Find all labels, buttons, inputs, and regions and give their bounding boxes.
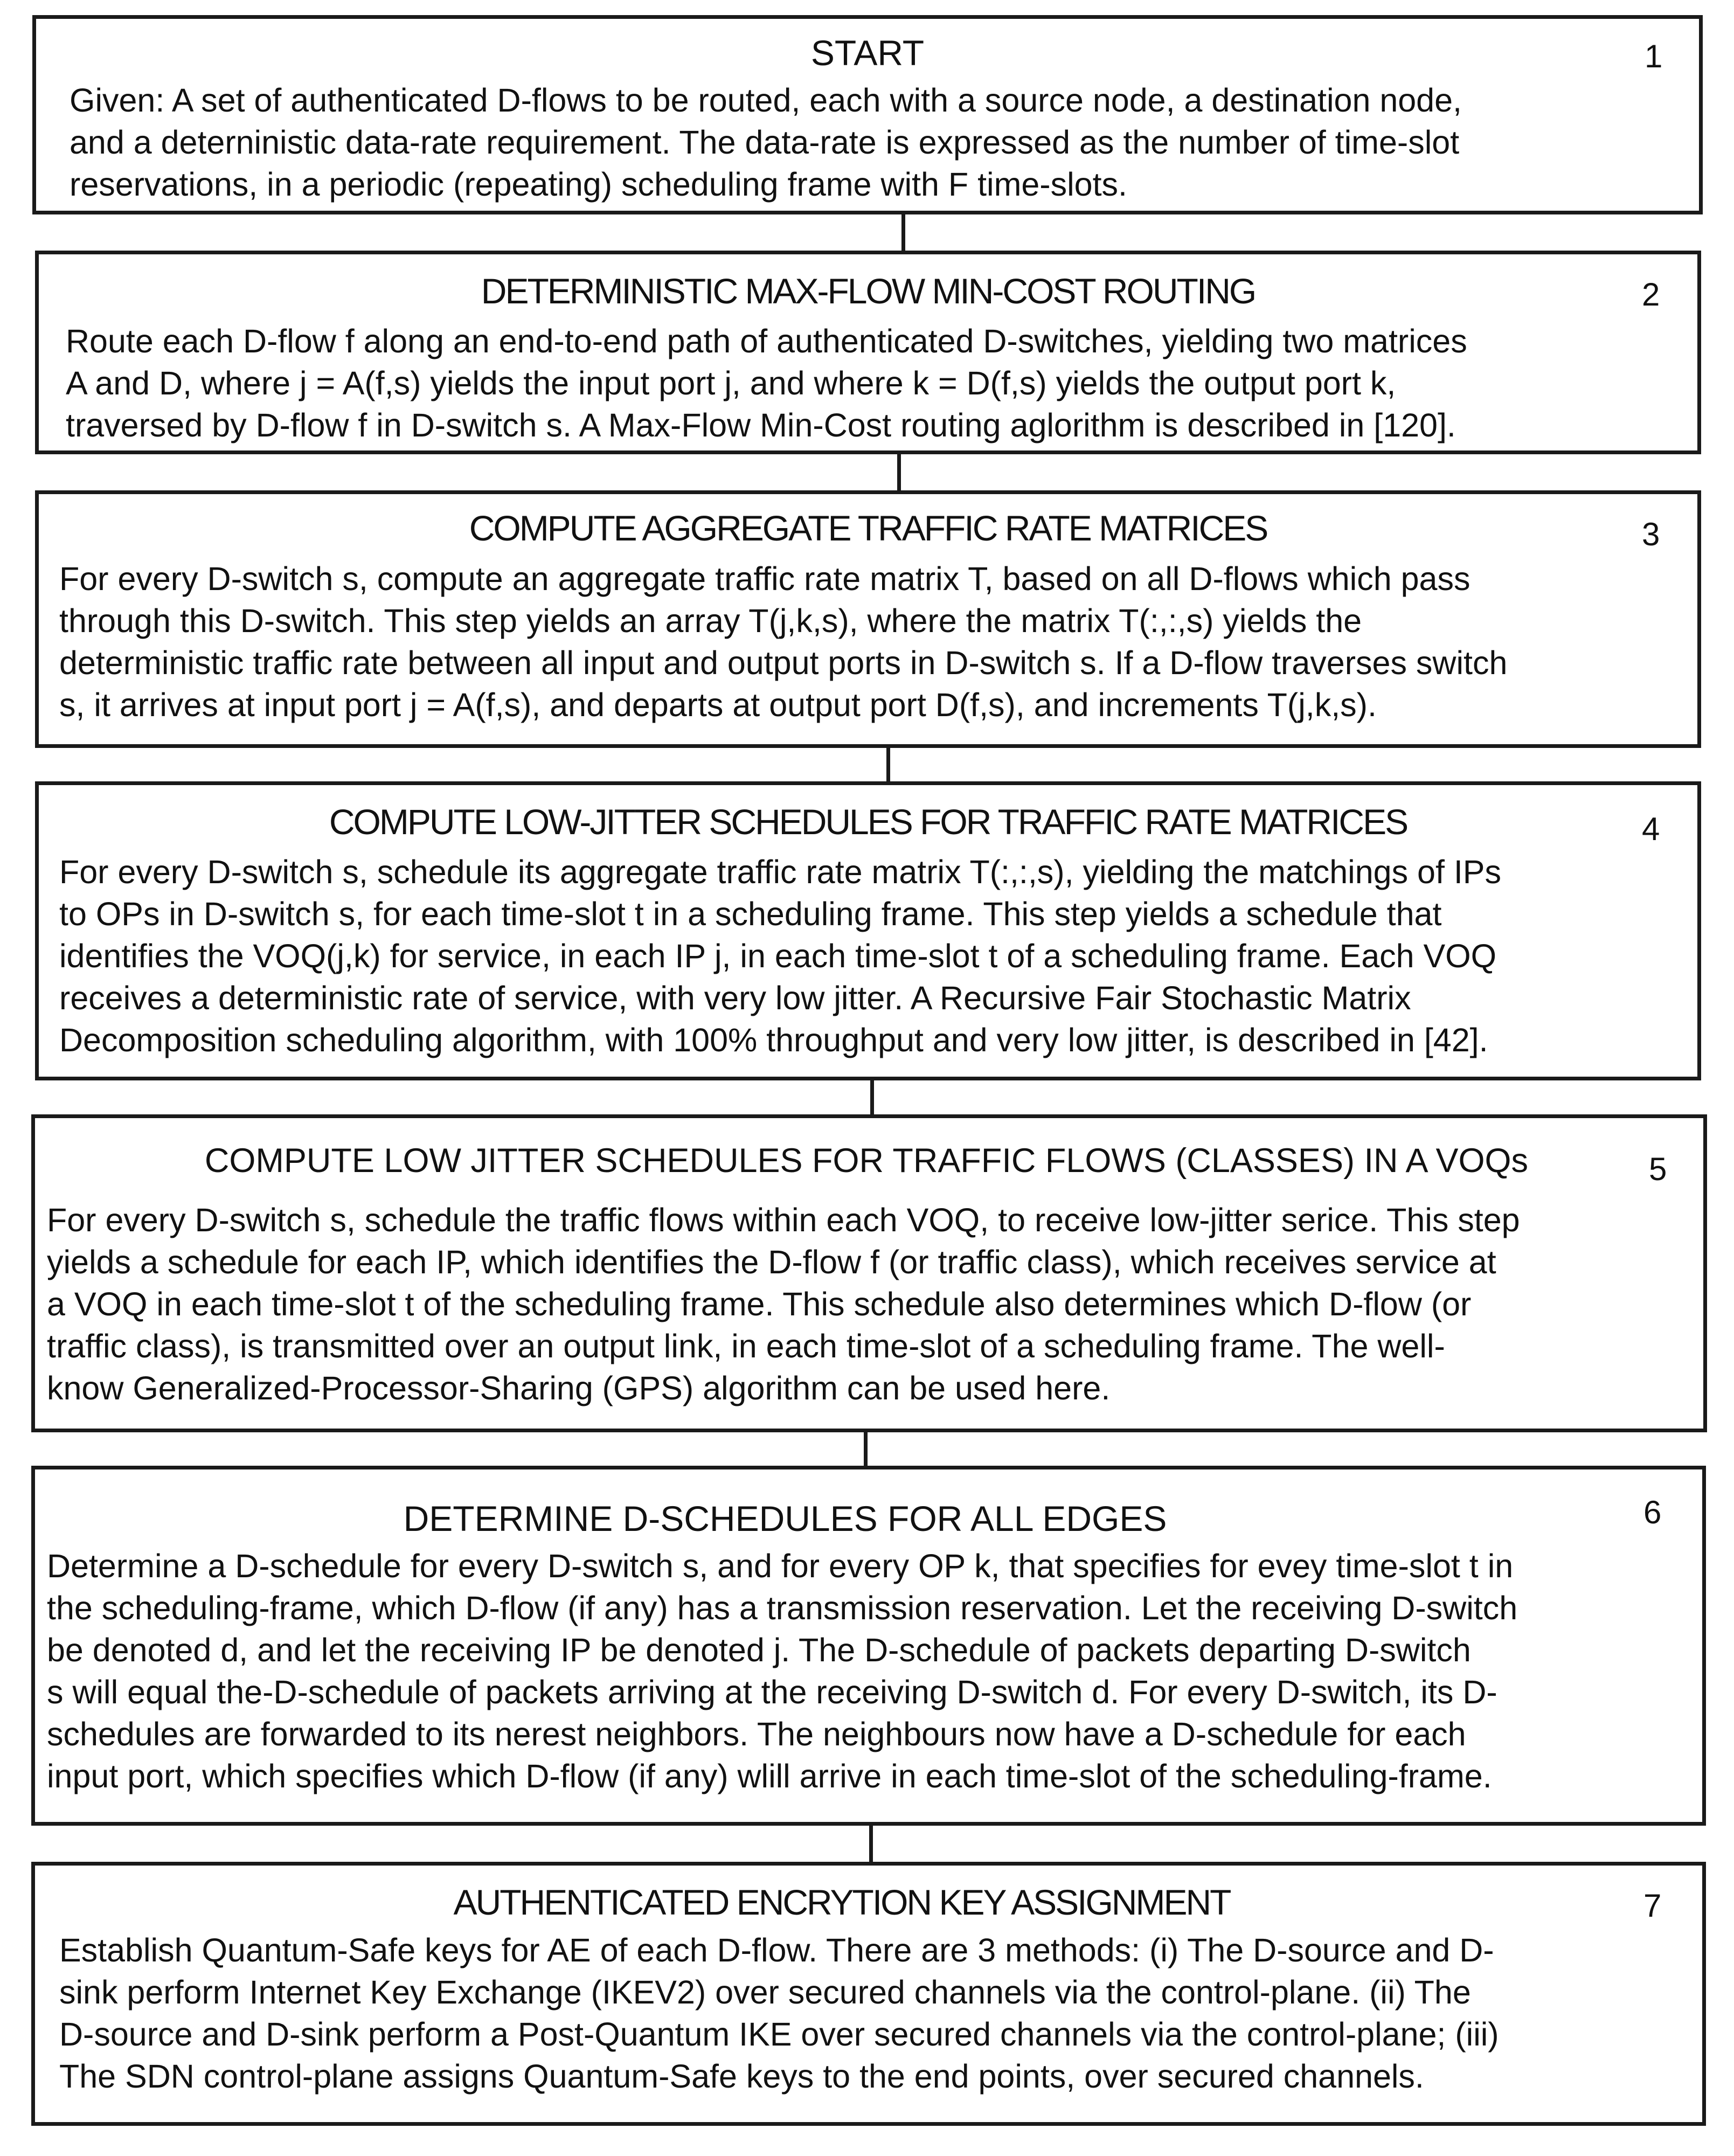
- step-box-7: [31, 1862, 1706, 2126]
- connector-6-7: [869, 1824, 873, 1864]
- description-line: s, it arrives at input port j = A(f,s), and departs at output port D(f,s), and increments T(j,k,s).: [59, 687, 1377, 723]
- step-number: 5: [1649, 1151, 1667, 1187]
- description-line: deterministic traffic rate between all input and output ports in D-switch s. If a D-flow traverses switch: [59, 644, 1508, 681]
- step-number: 6: [1643, 1494, 1662, 1530]
- description-line: receives a deterministic rate of service, with very low jitter. A Recursive Fair Stochastic Matrix: [59, 980, 1411, 1016]
- description-line: input port, which specifies which D-flow (if any) wlill arrive in each time-slot of the scheduling-frame.: [47, 1758, 1492, 1794]
- description-line: Route each D-flow f along an end-to-end path of authenticated D-switches, yielding two matrices: [66, 323, 1467, 359]
- description-line: to OPs in D-switch s, for each time-slot t in a scheduling frame. This step yields a schedule that: [59, 896, 1442, 932]
- description-line: Establish Quantum-Safe keys for AE of each D-flow. There are 3 methods: (i) The D-source and D-: [59, 1932, 1494, 1968]
- description-line: sink perform Internet Key Exchange (IKEV2) over secured channels via the control-plane. (ii) The: [59, 1974, 1471, 2011]
- step-box-1: [32, 15, 1703, 214]
- connector-3-4: [886, 746, 890, 787]
- description-line: Determine a D-schedule for every D-switch s, and for every OP k, that specifies for evey time-slot t in: [47, 1548, 1514, 1584]
- step-number: 4: [1642, 811, 1660, 847]
- step-box-3: [35, 490, 1701, 748]
- step-title: AUTHENTICATED ENCRYTION KEY ASSIGNMENT: [453, 1882, 1230, 1922]
- step-description: [59, 1929, 1499, 2097]
- step-box-4: [35, 781, 1701, 1080]
- description-line: s will equal the-D-schedule of packets arriving at the receiving D-switch d. For every D-switch, its D-: [47, 1674, 1497, 1710]
- description-line: A and D, where j = A(f,s) yields the input port j, and where k = D(f,s) yields the output port k,: [66, 365, 1396, 401]
- description-line: For every D-switch s, schedule its aggregate traffic rate matrix T(:,:,s), yielding the matchings of IPs: [59, 854, 1501, 890]
- step-number: 7: [1643, 1888, 1662, 1924]
- description-line: traffic class), is transmitted over an output link, in each time-slot of a scheduling frame. The well-: [47, 1328, 1445, 1364]
- step-description: [47, 1199, 1520, 1409]
- step-box-5: [31, 1114, 1707, 1432]
- step-description: [59, 851, 1501, 1061]
- description-line: traversed by D-flow f in D-switch s. A Max-Flow Min-Cost routing aglorithm is described in [120].: [66, 407, 1456, 443]
- description-line: For every D-switch s, schedule the traffic flows within each VOQ, to receive low-jitter serice. This step: [47, 1202, 1520, 1238]
- step-number: 1: [1645, 38, 1663, 74]
- description-line: Given: A set of authenticated D-flows to be routed, each with a source node, a destination node,: [70, 82, 1462, 119]
- description-line: be denoted d, and let the receiving IP be denoted j. The D-schedule of packets departing D-switch: [47, 1632, 1471, 1668]
- description-line: The SDN control-plane assigns Quantum-Safe keys to the end points, over secured channels.: [59, 2058, 1424, 2095]
- step-title: COMPUTE LOW JITTER SCHEDULES FOR TRAFFIC FLOWS (CLASSES) IN A VOQs: [204, 1142, 1529, 1180]
- step-title: DETERMINISTIC MAX-FLOW MIN-COST ROUTING: [481, 271, 1256, 311]
- description-line: reservations, in a periodic (repeating) scheduling frame with F time-slots.: [70, 166, 1127, 203]
- description-line: and a deterninistic data-rate requirement. The data-rate is expressed as the number of time-slot: [70, 124, 1460, 161]
- step-box-2: [35, 251, 1701, 454]
- connector-2-3: [897, 453, 901, 493]
- connector-4-5: [870, 1078, 874, 1118]
- description-line: schedules are forwarded to its nerest neighbors. The neighbours now have a D-schedule for each: [47, 1716, 1466, 1752]
- step-number: 3: [1642, 516, 1660, 552]
- step-description: [66, 320, 1467, 446]
- step-number: 2: [1642, 276, 1660, 313]
- description-line: a VOQ in each time-slot t of the scheduling frame. This schedule also determines which D-flow (or: [47, 1286, 1472, 1322]
- connector-5-6: [864, 1428, 868, 1468]
- step-description: [70, 79, 1462, 205]
- description-line: D-source and D-sink perform a Post-Quantum IKE over secured channels via the control-plane; (iii): [59, 2016, 1499, 2053]
- description-line: the scheduling-frame, which D-flow (if any) has a transmission reservation. Let the receiving D-switch: [47, 1590, 1518, 1626]
- connector-1-2: [901, 213, 905, 253]
- description-line: For every D-switch s, compute an aggregate traffic rate matrix T, based on all D-flows which pass: [59, 560, 1471, 597]
- step-description: [59, 558, 1507, 726]
- description-line: yields a schedule for each IP, which identifies the D-flow f (or traffic class), which receives service at: [47, 1244, 1496, 1280]
- step-box-6: [31, 1466, 1706, 1826]
- step-title: START: [810, 33, 925, 73]
- step-title: COMPUTE AGGREGATE TRAFFIC RATE MATRICES: [469, 508, 1267, 548]
- description-line: Decomposition scheduling algorithm, with 100% throughput and very low jitter, is described in [42].: [59, 1022, 1488, 1058]
- description-line: know Generalized-Processor-Sharing (GPS) algorithm can be used here.: [47, 1370, 1111, 1406]
- step-description: [47, 1545, 1517, 1797]
- description-line: identifies the VOQ(j,k) for service, in each IP j, in each time-slot t of a scheduling frame. Each VOQ: [59, 938, 1497, 974]
- description-line: through this D-switch. This step yields an array T(j,k,s), where the matrix T(:,:,s) yields the: [59, 602, 1362, 639]
- step-title: DETERMINE D-SCHEDULES FOR ALL EDGES: [403, 1499, 1167, 1538]
- step-title: COMPUTE LOW-JITTER SCHEDULES FOR TRAFFIC RATE MATRICES: [329, 802, 1407, 842]
